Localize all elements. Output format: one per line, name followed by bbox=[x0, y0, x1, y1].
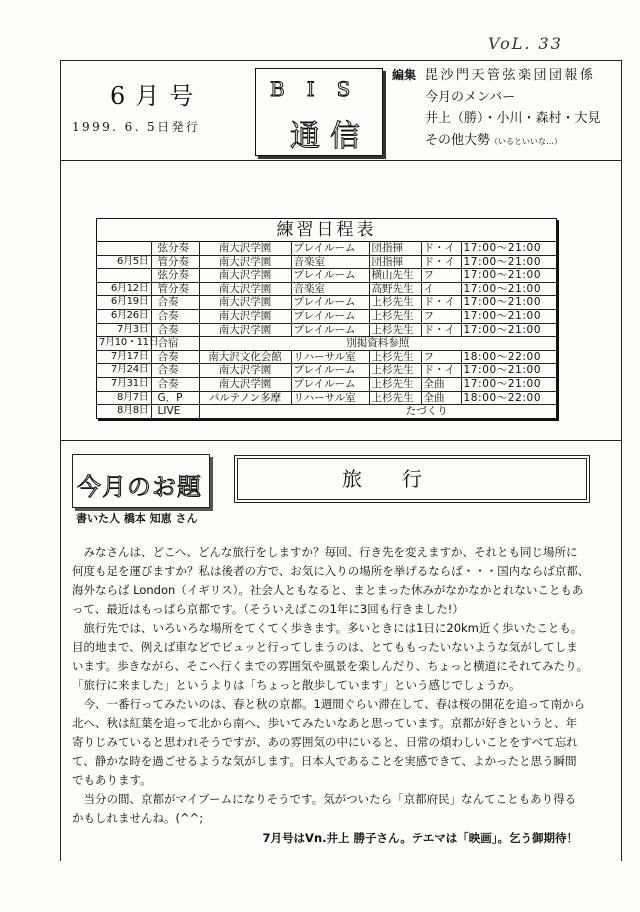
cell-type: 管分奏 bbox=[151, 255, 199, 269]
cell-time: 17:00～21:00 bbox=[461, 282, 556, 296]
cell-pieces: フ bbox=[421, 350, 461, 364]
schedule-row bbox=[97, 309, 556, 323]
section-divider bbox=[60, 440, 622, 441]
cell-date: 7月3日 bbox=[97, 323, 151, 337]
cell-pieces: 全曲 bbox=[421, 377, 461, 391]
cell-place: 南大沢学園 bbox=[199, 364, 291, 378]
cell-type: 合奏 bbox=[151, 377, 199, 391]
cell-time: 18:00～22:00 bbox=[461, 350, 556, 364]
cell-place: 南大沢学園 bbox=[199, 309, 291, 323]
cell-type: 弦分奏 bbox=[151, 269, 199, 283]
cell-room: プレイルーム bbox=[291, 323, 369, 337]
cell-type: LIVE bbox=[151, 405, 199, 418]
essay-line: 当分の間、京都がマイブームになりそうです。気がついたら「京都府民」なんてこともあり得る bbox=[72, 792, 577, 806]
cell-place: 南大沢学園 bbox=[199, 377, 291, 391]
cell-conductor: 上杉先生 bbox=[369, 296, 421, 310]
schedule-row bbox=[97, 296, 556, 310]
topic-title-box bbox=[234, 455, 590, 503]
cell-room: プレイルーム bbox=[291, 364, 369, 378]
cell-conductor: 上杉先生 bbox=[369, 350, 421, 364]
schedule-row bbox=[97, 364, 556, 378]
essay-line: 今、一番行ってみたいのは、春と秋の京都。1週間ぐらい滞在して、春は桜の開花を追って南から bbox=[72, 697, 586, 711]
schedule-row bbox=[97, 350, 556, 364]
cell-date: 7月17日 bbox=[97, 350, 151, 364]
topic-label: 今月のお題 bbox=[77, 473, 202, 501]
cell-date: 7月31日 bbox=[97, 377, 151, 391]
cell-note: たづくり bbox=[199, 405, 556, 418]
volume-number: VoL. 33 bbox=[488, 34, 563, 53]
cell-time: 17:00～21:00 bbox=[461, 296, 556, 310]
cell-place: 南大沢学園 bbox=[199, 282, 291, 296]
schedule-row bbox=[97, 242, 556, 255]
cell-time: 17:00～21:00 bbox=[461, 377, 556, 391]
cell-time: 17:00～21:00 bbox=[461, 255, 556, 269]
cell-type: 合宿 bbox=[151, 337, 199, 351]
essay-line: 「旅行に来ました」というよりは「ちょっと散歩しています」という感じでしょうか。 bbox=[72, 678, 521, 692]
cell-conductor: 高野先生 bbox=[369, 282, 421, 296]
cell-conductor: 上杉先生 bbox=[369, 377, 421, 391]
essay-line: て、静かな時を過ごせるような気がします。日本人であることを実感できて、よかったと思う瞬間 bbox=[72, 754, 577, 768]
essay-line: 海外ならば London（イギリス）。社会人ともなると、まとまった休みがなかなかとれないこともあ bbox=[72, 583, 584, 597]
cell-date: 6月12日 bbox=[97, 282, 151, 296]
cell-time: 17:00～21:00 bbox=[461, 309, 556, 323]
cell-room: リハーサル室 bbox=[291, 350, 369, 364]
cell-room: プレイルーム bbox=[291, 269, 369, 283]
cell-pieces: ド・イ bbox=[421, 255, 461, 269]
logo-bis: BIS bbox=[270, 77, 373, 101]
cell-place: 南大沢学園 bbox=[199, 255, 291, 269]
cell-room: 音楽室 bbox=[291, 282, 369, 296]
essay-line: 目的地まで、例えば車などでビュッと行ってしまうのは、とてももったいないような気がしてしま bbox=[72, 640, 578, 654]
essay-line: 北へ、秋は紅葉を追って北から南へ、歩いてみたいなあと思っています。京都が好きというと、年 bbox=[72, 716, 578, 730]
cell-time: 18:00～22:00 bbox=[461, 391, 556, 405]
essay-line: でもあります。 bbox=[72, 773, 152, 787]
cell-conductor: 横山先生 bbox=[369, 269, 421, 283]
cell-pieces: フ bbox=[421, 309, 461, 323]
cell-conductor: 上杉先生 bbox=[369, 323, 421, 337]
schedule-row bbox=[97, 269, 556, 283]
schedule-row bbox=[97, 282, 556, 296]
cell-date: 6月26日 bbox=[97, 309, 151, 323]
cell-time: 17:00～21:00 bbox=[461, 323, 556, 337]
cell-date: 6月19日 bbox=[97, 296, 151, 310]
schedule-row bbox=[97, 405, 556, 418]
issue-month: 6月号 bbox=[110, 82, 204, 110]
cell-time: 17:00～21:00 bbox=[461, 364, 556, 378]
cell-conductor: 上杉先生 bbox=[369, 309, 421, 323]
cell-place: パルテノン多摩 bbox=[199, 391, 291, 405]
schedule-row bbox=[97, 391, 556, 405]
cell-type: 合奏 bbox=[151, 309, 199, 323]
cell-pieces: 全曲 bbox=[421, 391, 461, 405]
cell-type: 弦分奏 bbox=[151, 242, 199, 255]
cell-room: リハーサル室 bbox=[291, 391, 369, 405]
essay-line: かもしれませんね。(^^; bbox=[72, 811, 204, 825]
essay-line: って、最近はもっぱら京都です。（そういえばこの1年に3回も行きました!） bbox=[72, 602, 464, 616]
cell-pieces: ド・イ bbox=[421, 364, 461, 378]
essay-line: 旅行先では、いろいろな場所をてくてく歩きます。多いときには1日に20km近く歩いたことも。 bbox=[72, 621, 583, 635]
cell-conductor: 上杉先生 bbox=[369, 364, 421, 378]
cell-pieces: フ bbox=[421, 269, 461, 283]
cell-pieces: ド・イ bbox=[421, 323, 461, 337]
members-label: 今月のメンバー bbox=[425, 89, 516, 105]
editor-name: 毘沙門天管弦楽団団報係 bbox=[425, 68, 596, 83]
cell-date: 6月5日 bbox=[97, 255, 151, 269]
essay-line: 何度も足を運びますか？私は後者の方で、お気に入りの場所を挙げるならば・・・国内ならば京都、 bbox=[72, 564, 590, 578]
topic-title: 旅 行 bbox=[342, 467, 422, 491]
cell-room: 音楽室 bbox=[291, 255, 369, 269]
cell-time: 17:00～21:00 bbox=[461, 269, 556, 283]
issue-date: 1999. 6. 5日発行 bbox=[72, 120, 201, 134]
cell-place: 南大沢文化会館 bbox=[199, 350, 291, 364]
schedule-title: 練習日程表 bbox=[97, 219, 556, 242]
cell-date: 8月7日 bbox=[97, 391, 151, 405]
others-note: （いるといいな…） bbox=[490, 136, 563, 146]
editor-label: 編集 bbox=[392, 68, 417, 82]
cell-conductor: 団指揮 bbox=[369, 255, 421, 269]
cell-place: 南大沢学園 bbox=[199, 242, 291, 255]
schedule-row bbox=[97, 323, 556, 337]
cell-time: 17:00～21:00 bbox=[461, 242, 556, 255]
members-list: 井上（勝）・小川・森村・大見 bbox=[425, 111, 601, 126]
cell-room: プレイルーム bbox=[291, 309, 369, 323]
essay-line: 寄りじみていると思われそうですが、あの雰囲気の中にいると、日常の煩わしいことをすべて忘れ bbox=[72, 735, 578, 749]
cell-room: プレイルーム bbox=[291, 242, 369, 255]
cell-type: G．P bbox=[151, 391, 199, 405]
cell-pieces: イ bbox=[421, 282, 461, 296]
schedule-row bbox=[97, 337, 556, 351]
cell-type: 合奏 bbox=[151, 323, 199, 337]
cell-type: 合奏 bbox=[151, 364, 199, 378]
cell-room: プレイルーム bbox=[291, 296, 369, 310]
cell-note: 別掲資料参照 bbox=[199, 337, 556, 351]
editor-block bbox=[392, 65, 601, 152]
cell-type: 管分奏 bbox=[151, 282, 199, 296]
logo-tsushin: 通信 bbox=[290, 119, 370, 154]
cell-room: プレイルーム bbox=[291, 377, 369, 391]
essay-line: みなさんは、どこへ、どんな旅行をしますか？毎回、行き先を変えますか、それとも同じ場所に bbox=[72, 545, 578, 559]
cell-date: 7月10・11日 bbox=[97, 337, 151, 351]
cell-date bbox=[97, 242, 151, 255]
essay-body bbox=[72, 543, 594, 828]
cell-pieces: ド・イ bbox=[421, 296, 461, 310]
topic-label-graphic bbox=[72, 454, 210, 508]
cell-type: 合奏 bbox=[151, 350, 199, 364]
next-issue-note: 7月号はVn.井上 勝子さん。テエマは「映画」。乞う御期待！ bbox=[262, 831, 578, 845]
cell-pieces: ド・イ bbox=[421, 242, 461, 255]
cell-place: 南大沢学園 bbox=[199, 269, 291, 283]
cell-date: 8月8日 bbox=[97, 405, 151, 418]
cell-date bbox=[97, 269, 151, 283]
schedule-row bbox=[97, 255, 556, 269]
cell-date: 7月24日 bbox=[97, 364, 151, 378]
cell-type: 合奏 bbox=[151, 296, 199, 310]
cell-conductor: 上杉先生 bbox=[369, 391, 421, 405]
cell-conductor: 団指揮 bbox=[369, 242, 421, 255]
newsletter-logo bbox=[255, 68, 383, 156]
cell-place: 南大沢学園 bbox=[199, 296, 291, 310]
author-line: 書いた人 橋本 知恵 さん bbox=[76, 512, 198, 525]
cell-place: 南大沢学園 bbox=[199, 323, 291, 337]
schedule-row bbox=[97, 377, 556, 391]
essay-line: います。歩きながら、そこへ行くまでの雰囲気や風景を楽しんだり、ちょっと横道にそれてみたり。 bbox=[72, 659, 589, 673]
header-divider bbox=[60, 160, 622, 161]
schedule-grid bbox=[97, 242, 556, 418]
others: その他大勢 bbox=[425, 132, 491, 148]
schedule-table bbox=[96, 218, 557, 419]
